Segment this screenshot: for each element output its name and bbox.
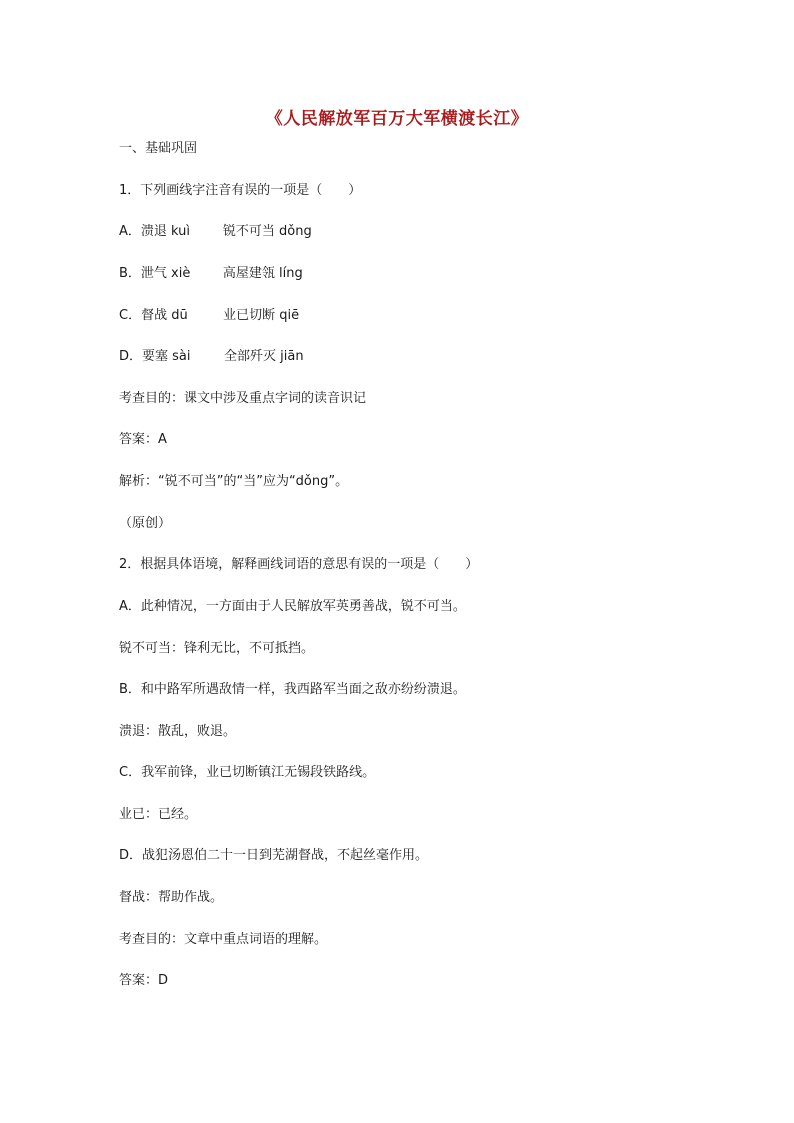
question-2-option-b: B．和中路军所遇敌情一样，我西路军当面之敌亦纷纷溃退。 <box>119 682 466 697</box>
option-letter: B． <box>119 266 141 281</box>
question-1-source: （原创） <box>119 516 172 531</box>
question-2-option-c-gloss: 业已：已经。 <box>119 807 198 822</box>
option-word: 全部歼灭 jiān <box>224 349 304 364</box>
option-letter: A． <box>119 224 141 239</box>
option-word: 业已切断 qiē <box>223 308 300 323</box>
option-word: 高屋建瓴 líng <box>222 266 303 281</box>
option-word: 要塞 sài <box>142 349 191 364</box>
question-1-option-c <box>119 307 299 325</box>
question-2-option-d: D．战犯汤恩伯二十一日到芜湖督战，不起丝毫作用。 <box>119 848 429 863</box>
section-heading: 一、基础巩固 <box>119 141 198 156</box>
question-1-purpose: 考查目的：课文中涉及重点字词的读音识记 <box>119 391 367 406</box>
question-2-option-d-gloss: 督战：帮助作战。 <box>119 890 224 905</box>
option-word: 督战 dū <box>141 308 188 323</box>
question-2-answer: 答案：D <box>119 973 169 988</box>
option-letter: C． <box>119 308 142 323</box>
question-2-option-c: C．我军前锋，业已切断镇江无锡段铁路线。 <box>119 765 376 780</box>
question-2-option-a-gloss: 锐不可当：锋利无比，不可抵挡。 <box>119 641 315 656</box>
option-word: 锐不可当 dǒng <box>222 224 312 239</box>
question-1-option-b <box>119 265 303 283</box>
question-2-option-b-gloss: 溃退：散乱，败退。 <box>119 724 237 739</box>
question-1-stem: 1．下列画线字注音有误的一项是（ ） <box>119 183 362 198</box>
question-1-option-a <box>119 223 312 241</box>
document-title: 《人民解放军百万大军横渡长江》 <box>265 109 529 129</box>
option-word: 泄气 xiè <box>140 266 191 281</box>
question-1-analysis: 解析：“锐不可当”的“当”应为“dǒng”。 <box>119 474 349 489</box>
question-2-option-a: A．此种情况，一方面由于人民解放军英勇善战，锐不可当。 <box>119 599 466 614</box>
question-2-purpose: 考查目的：文章中重点词语的理解。 <box>119 932 328 947</box>
question-1-option-d <box>119 348 304 366</box>
question-2-stem: 2．根据具体语境，解释画线词语的意思有误的一项是（ ） <box>119 557 479 572</box>
question-1-answer: 答案：A <box>119 432 167 447</box>
option-word: 溃退 kuì <box>140 224 191 239</box>
option-letter: D． <box>119 349 143 364</box>
